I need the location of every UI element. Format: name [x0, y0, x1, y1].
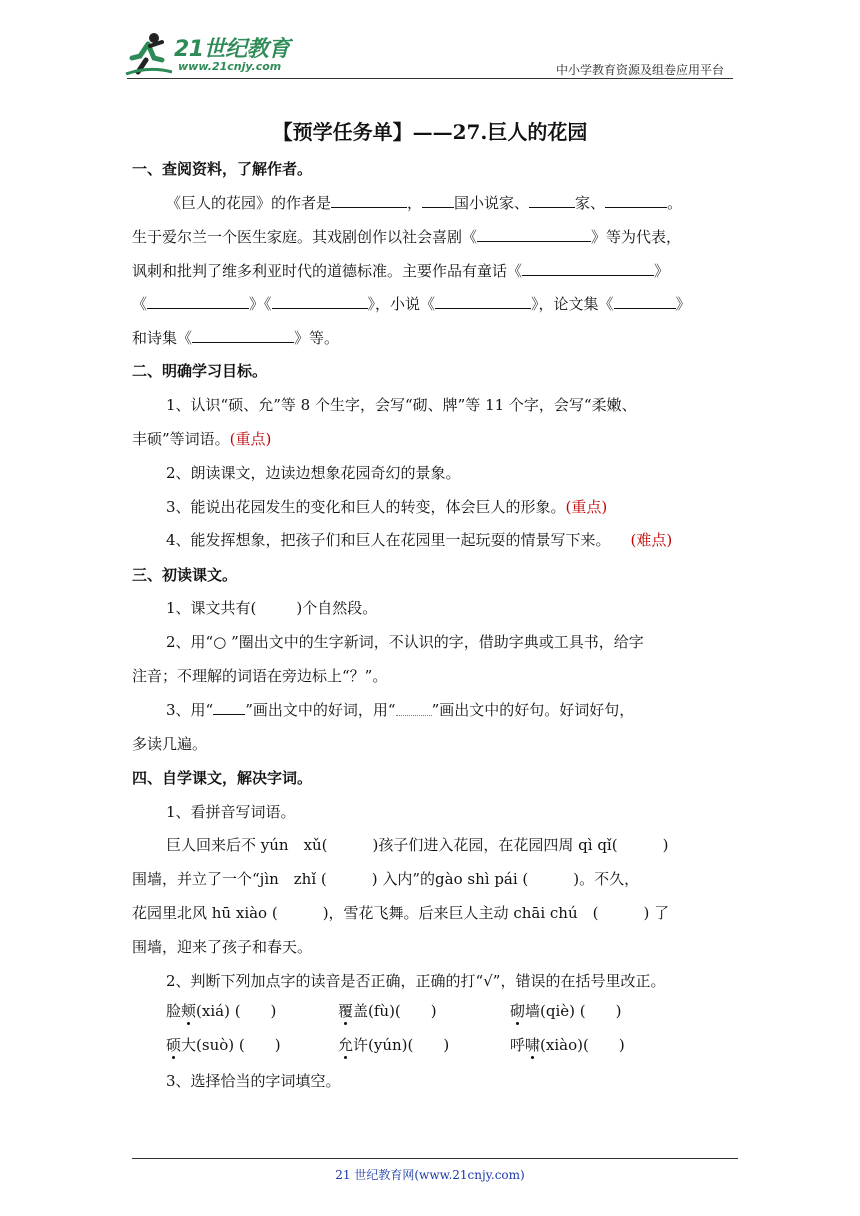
dotted-char: 啸 [525, 1036, 541, 1054]
s4-pinyin-line-1: 巨人回来后不 yún xǔ( )孩子们进入花园，在花园四周 qì qǐ( ) [166, 836, 669, 854]
fill-blank[interactable] [192, 328, 294, 343]
text: ， [407, 194, 423, 212]
pronunciation-row-1 [166, 1000, 621, 1021]
dotted-char: 硕 [166, 1036, 182, 1054]
text: 墙(qiè) ( ) [525, 1002, 622, 1020]
fill-blank[interactable] [147, 294, 249, 309]
text: ”画出文中的好句。好词好句， [431, 701, 635, 719]
section-4-heading: 四、自学课文，解决字词。 [132, 769, 313, 787]
text: 国小说家、 [454, 194, 530, 212]
s2-item-1a: 1、认识“硕、允”等 8 个生字，会写“砌、牌”等 11 个字，会写“柔嫩、 [166, 396, 637, 414]
text: 许(yún)( ) [353, 1036, 450, 1054]
pronunciation-item [510, 1002, 621, 1020]
s3-item-2b: 注音；不理解的词语在旁边标上“？”。 [132, 667, 388, 685]
fill-blank[interactable] [477, 227, 591, 242]
text: 丰硕”等词语。 [132, 430, 230, 448]
key-point-tag: (重点) [565, 498, 608, 516]
text: 》，小说《 [367, 295, 436, 313]
text: )个自然段。 [296, 599, 378, 617]
s1-line-3 [132, 260, 669, 281]
footer-text: 21 世纪教育网(www.21cnjy.com) [335, 1168, 525, 1182]
s1-line-2 [132, 226, 681, 247]
fill-blank[interactable] [422, 193, 454, 208]
s4-pinyin-line-2: 围墙，并立了一个“jìn zhǐ ( ) 入内”的gào shì pái ( )。不久， [132, 870, 640, 888]
text: 》《 [249, 295, 272, 313]
wavy-line-sample [396, 707, 432, 716]
fill-blank[interactable] [522, 261, 654, 276]
text: 。 [667, 194, 683, 212]
fill-blank[interactable] [435, 294, 531, 309]
header-platform-text: 中小学教育资源及组卷应用平台 [555, 63, 724, 77]
dotted-char: 允 [338, 1036, 354, 1054]
fill-blank[interactable] [614, 294, 676, 309]
text: 呼 [510, 1036, 526, 1054]
text: 》，论文集《 [531, 295, 614, 313]
fill-blank[interactable] [272, 294, 368, 309]
text: 讽刺和批判了维多利亚时代的道德标准。主要作品有童话《 [132, 262, 523, 280]
text: (xiào)( ) [540, 1036, 625, 1054]
key-point-tag: (重点) [229, 430, 272, 448]
text: 4、能发挥想象，把孩子们和巨人在花园里一起玩耍的情景写下来。 [166, 531, 611, 549]
s4-item-1: 1、看拼音写词语。 [166, 803, 296, 821]
page-title: 【预学任务单】——27.巨人的花园 [272, 120, 588, 144]
text: 《 [132, 295, 148, 313]
s4-pinyin-line-4: 围墙，迎来了孩子和春天。 [132, 938, 313, 956]
text: 《巨人的花园》的作者是 [166, 194, 332, 212]
s3-item-2a: 2、用“○ ”圈出文中的生字新词，不认识的字，借助字典或工具书，给字 [166, 633, 644, 651]
logo-url: www.21cnjy.com [178, 60, 282, 73]
s2-item-4 [166, 529, 672, 550]
text: 》等为代表， [591, 228, 682, 246]
pronunciation-item [510, 1036, 625, 1054]
text: 家、 [575, 194, 606, 212]
s1-line-5 [132, 327, 339, 348]
s1-line-1 [166, 192, 682, 213]
text: 》 [654, 262, 670, 280]
s4-item-3: 3、选择恰当的字词填空。 [166, 1072, 341, 1090]
header-divider [127, 78, 733, 79]
text: 盖(fù)( ) [353, 1002, 437, 1020]
runner-icon [124, 30, 174, 78]
s3-item-3 [166, 699, 634, 720]
text: 脸 [166, 1002, 182, 1020]
text: 》等。 [294, 329, 340, 347]
site-logo [124, 30, 294, 78]
text: 》 [675, 295, 691, 313]
text: 3、能说出花园发生的变化和巨人的转变，体会巨人的形象。 [166, 498, 566, 516]
section-1-heading: 一、查阅资料，了解作者。 [132, 160, 313, 178]
fill-blank[interactable] [605, 193, 667, 208]
pronunciation-item [338, 1034, 510, 1055]
text: 大(suò) ( ) [181, 1036, 281, 1054]
text: ”画出文中的好词，用“ [245, 701, 396, 719]
s2-item-2: 2、朗读课文，边读边想象花园奇幻的景象。 [166, 464, 461, 482]
section-2-heading: 二、明确学习目标。 [132, 362, 268, 380]
s4-pinyin-line-3: 花园里北风 hū xiào ( )，雪花飞舞。后来巨人主动 chāi chú ( ) 了 [132, 904, 670, 922]
dotted-char: 覆 [338, 1002, 354, 1020]
s1-line-4 [132, 293, 691, 314]
logo-text: 21世纪教育 [174, 37, 290, 62]
text: (xiá) ( ) [196, 1002, 277, 1020]
text: 1、课文共有( [166, 599, 257, 617]
s4-item-2: 2、判断下列加点字的读音是否正确，正确的打“√”，错误的在括号里改正。 [166, 972, 666, 990]
pronunciation-item [338, 1000, 510, 1021]
fill-blank[interactable] [331, 193, 407, 208]
s3-item-3b: 多读几遍。 [132, 735, 208, 753]
footer-divider [132, 1158, 738, 1159]
section-3-heading: 三、初读课文。 [132, 566, 238, 584]
fill-blank[interactable] [529, 193, 575, 208]
text: 3、用“ [166, 701, 214, 719]
s2-item-3 [166, 496, 607, 517]
text: 生于爱尔兰一个医生家庭。其戏剧创作以社会喜剧《 [132, 228, 478, 246]
dotted-char: 颊 [181, 1002, 197, 1020]
underline-sample [213, 700, 245, 715]
difficult-point-tag: (难点) [630, 531, 673, 549]
pronunciation-item [166, 1000, 338, 1021]
s2-item-1b [132, 428, 271, 449]
text: 和诗集《 [132, 329, 193, 347]
s3-item-1 [166, 597, 377, 618]
pronunciation-item [166, 1034, 338, 1055]
dotted-char: 砌 [510, 1002, 526, 1020]
pronunciation-row-2 [166, 1034, 625, 1055]
